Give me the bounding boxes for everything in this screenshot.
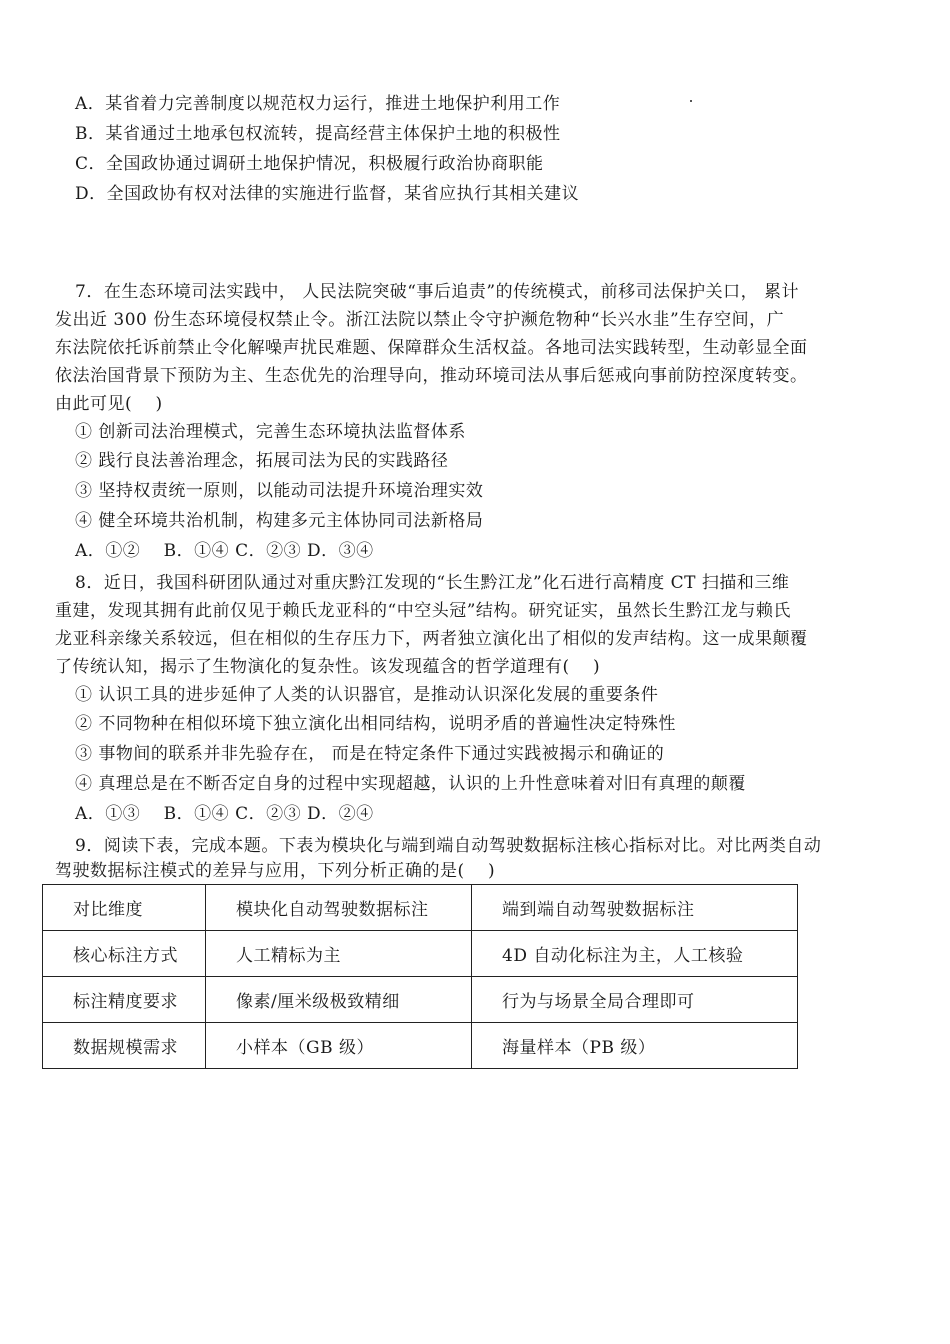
q7-item: ② 践行良法善治理念，拓展司法为民的实践路径 <box>75 451 449 471</box>
q6-option-d: D．全国政协有权对法律的实施进行监督，某省应执行其相关建议 <box>75 184 580 204</box>
q7-item: ④ 健全环境共治机制，构建多元主体协同司法新格局 <box>75 511 484 531</box>
q8-item: ④ 真理总是在不断否定自身的过程中实现超越，认识的上升性意味着对旧有真理的颠覆 <box>75 774 746 794</box>
table-cell: 海量样本（PB 级） <box>472 1023 798 1069</box>
q7-stem-line: 7．在生态环境司法实践中， 人民法院突破“事后追责”的传统模式，前移司法保护关口， 累计 <box>75 282 800 302</box>
comparison-table <box>42 884 798 1069</box>
q6-option-b: B．某省通过土地承包权流转，提高经营主体保护土地的积极性 <box>75 124 561 144</box>
q7-item: ① 创新司法治理模式，完善生态环境执法监督体系 <box>75 422 466 442</box>
q8-choices: A．①③ B．①④ C．②③ D．②④ <box>75 804 374 824</box>
q7-item: ③ 坚持权责统一原则，以能动司法提升环境治理实效 <box>75 481 484 501</box>
table-cell: 4D 自动化标注为主，人工核验 <box>472 931 798 977</box>
q8-stem-line: 了传统认知，揭示了生物演化的复杂性。该发现蕴含的哲学道理有( ) <box>55 657 601 677</box>
table-cell: 像素/厘米级极致精细 <box>206 977 472 1023</box>
table-cell: 数据规模需求 <box>43 1023 206 1069</box>
q9-stem-line: 9．阅读下表，完成本题。下表为模块化与端到端自动驾驶数据标注核心指标对比。对比两类自动 <box>75 836 822 856</box>
table-header-row <box>43 885 798 931</box>
q7-choices: A．①② B．①④ C．②③ D．③④ <box>75 541 374 561</box>
q7-stem-line: 东法院依托诉前禁止令化解噪声扰民难题、保障群众生活权益。各地司法实践转型，生动彰显全面 <box>55 338 808 358</box>
table-row <box>43 1023 798 1069</box>
table-cell: 核心标注方式 <box>43 931 206 977</box>
stray-dot <box>690 100 692 102</box>
table-cell: 行为与场景全局合理即可 <box>472 977 798 1023</box>
q7-stem-line: 发出近 300 份生态环境侵权禁止令。浙江法院以禁止令守护濒危物种“长兴水韭”生存空间，广 <box>55 310 785 330</box>
table-header-cell: 模块化自动驾驶数据标注 <box>206 885 472 931</box>
table-row <box>43 931 798 977</box>
table-header-cell: 对比维度 <box>43 885 206 931</box>
q9-stem-line: 驾驶数据标注模式的差异与应用，下列分析正确的是( ) <box>55 861 496 881</box>
q8-stem-line: 重建，发现其拥有此前仅见于赖氏龙亚科的“中空头冠”结构。研究证实，虽然长生黔江龙与赖氏 <box>55 601 791 621</box>
table-cell: 人工精标为主 <box>206 931 472 977</box>
q6-option-c: C．全国政协通过调研土地保护情况，积极履行政治协商职能 <box>75 154 544 174</box>
table-cell: 标注精度要求 <box>43 977 206 1023</box>
q8-item: ③ 事物间的联系并非先验存在， 而是在特定条件下通过实践被揭示和确证的 <box>75 744 665 764</box>
table-row <box>43 977 798 1023</box>
q8-stem-line: 8．近日，我国科研团队通过对重庆黔江发现的“长生黔江龙”化石进行高精度 CT 扫描和三维 <box>75 573 790 593</box>
q8-item: ① 认识工具的进步延伸了人类的认识器官，是推动认识深化发展的重要条件 <box>75 685 659 705</box>
q8-item: ② 不同物种在相似环境下独立演化出相同结构，说明矛盾的普遍性决定特殊性 <box>75 714 676 734</box>
table-cell: 小样本（GB 级） <box>206 1023 472 1069</box>
q6-option-a: A．某省着力完善制度以规范权力运行，推进土地保护利用工作 <box>75 94 561 114</box>
q7-stem-line: 由此可见( ) <box>55 394 163 414</box>
q7-stem-line: 依法治国背景下预防为主、生态优先的治理导向，推动环境司法从事后惩戒向事前防控深度转变。 <box>55 366 808 386</box>
table-header-cell: 端到端自动驾驶数据标注 <box>472 885 798 931</box>
q8-stem-line: 龙亚科亲缘关系较远，但在相似的生存压力下，两者独立演化出了相似的发声结构。这一成果颠覆 <box>55 629 808 649</box>
